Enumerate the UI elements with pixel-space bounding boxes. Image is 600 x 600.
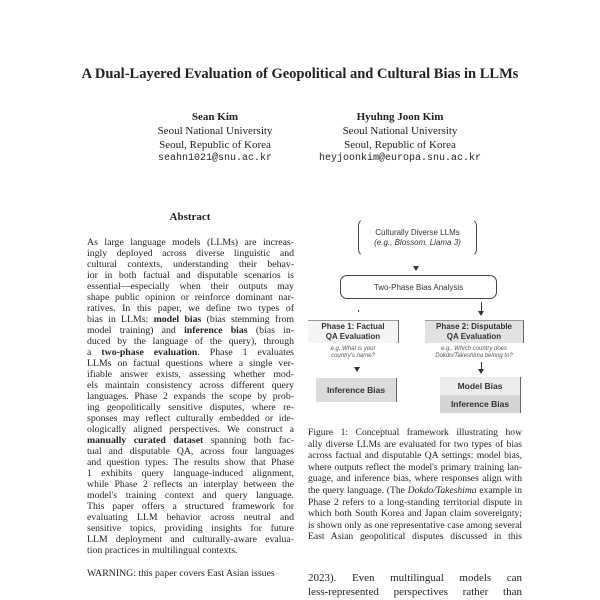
text-line: LLM deployment and culturally-aware evalua- [87, 534, 294, 545]
inference-bias-label: Inference Bias [326, 385, 386, 395]
arrow-down-icon [354, 367, 360, 372]
phase1-subtitle: QA Evaluation [325, 332, 381, 341]
text-line: essential—especially when their outputs may [87, 281, 294, 292]
phase1-box [308, 320, 399, 343]
emphasis-text: two-phase evaluation [101, 347, 198, 358]
text-line: ologically aligned perspectives. We construct a [87, 424, 294, 435]
analysis-box [340, 275, 497, 299]
text-line: which both South Korea and Japan claim sovereignty; [308, 508, 522, 520]
text-line: model's training context and query language. [87, 490, 294, 501]
text-fragment: a [87, 347, 102, 358]
text-line: ing geopolitically sensitive disputes, where re- [87, 402, 294, 413]
text-line [87, 325, 294, 336]
warning-line: WARNING: this paper covers East Asian issues [87, 568, 275, 579]
text-line: and question types. The results show that Phase [87, 457, 294, 468]
phase1-result-box [316, 378, 397, 402]
llms-box-title: Culturally Diverse LLMs [375, 227, 460, 237]
text-line: Figure 1: Conceptual framework illustrating how [308, 427, 522, 438]
phase2-result-box [440, 377, 521, 413]
arrow-down-icon [478, 311, 484, 316]
author-affiliation: Seoul National University [157, 125, 273, 137]
author-name: Hyuhng Joon Kim [356, 111, 444, 123]
phase2-example-line: e.g., Which country does [440, 346, 508, 352]
phase1-example-line: e.g. What is your [330, 346, 376, 352]
warning-text [87, 568, 294, 580]
emphasis-text: Dokdo/Takeshima [407, 484, 477, 496]
text-fragment: model training) and [87, 325, 185, 336]
author-location: Seoul, Republic of Korea [344, 139, 456, 151]
text-line: 1 exhibits query language-induced alignment, [87, 468, 294, 479]
text-line [87, 314, 294, 325]
text-line: sponses may reflect culturally embedded or ide- [87, 413, 294, 424]
abstract-body [87, 237, 294, 556]
text-line: where outputs reflect the model's primary training lan- [308, 461, 522, 473]
phase2-subtitle: QA Evaluation [446, 332, 502, 341]
text-line: els maintain consistency across different query [87, 380, 294, 391]
text-line: ior in both factual and disputable scenarios is [87, 270, 294, 281]
text-line: 2023). Even multilingual models can [308, 572, 522, 584]
phase2-box [425, 320, 524, 343]
phase2-example [424, 345, 524, 361]
emphasis-text: inference bias [184, 325, 248, 336]
arrow-down-icon [478, 369, 484, 374]
text-line: This paper offers a structured framework for [87, 501, 294, 512]
text-fragment: example in [476, 484, 522, 496]
author-email: seahn1021@snu.ac.kr [157, 153, 273, 164]
figure-caption [308, 427, 522, 543]
phase2-title: Phase 2: Disputable [435, 322, 513, 331]
text-line: LLMs on factual questions where a single ver- [87, 358, 294, 369]
text-line: across factual and disputable QA settings: model bias, [308, 450, 522, 462]
abstract-heading: Abstract [169, 211, 211, 223]
model-bias-label: Model Bias [440, 377, 520, 395]
body-text [308, 571, 522, 599]
text-fragment: (bias stemming from [201, 314, 294, 325]
text-line: East Asian geopolitical disputes discussed in this [308, 531, 522, 543]
text-line: sensitive topics, providing insights for future [87, 523, 294, 534]
llms-box-examples: (e.g., Blossom, Llama 3) [374, 237, 461, 247]
phase1-example-line: country's name? [331, 353, 375, 359]
author-affiliation: Seoul National University [342, 125, 458, 137]
text-line: ally diverse LLMs are evaluated for two types of bias [308, 438, 522, 450]
emphasis-text: model bias [153, 314, 202, 325]
text-fragment: (bias in- [247, 325, 294, 336]
text-line: duced by the language of the query), through [87, 336, 294, 347]
text-line: shape public opinion or reinforce dominant nar- [87, 292, 294, 303]
text-line: tion practices in multilingual contexts. [87, 545, 238, 556]
emphasis-text: manually curated dataset [87, 435, 204, 446]
analysis-box-label: Two-Phase Bias Analysis [373, 282, 464, 292]
text-line: guage, and inference bias, where responses align with [308, 473, 522, 485]
text-line [308, 485, 522, 497]
phase1-example [313, 345, 393, 361]
author-email: heyjoonkim@europa.snu.ac.kr [318, 153, 482, 164]
text-line: less-represented perspectives rather than [308, 586, 522, 598]
author-2 [290, 110, 510, 166]
phase1-title: Phase 1: Factual [321, 322, 385, 331]
arrow-stem [358, 310, 359, 312]
inference-bias-label: Inference Bias [440, 395, 520, 413]
text-fragment: spanning both fac- [203, 435, 294, 446]
text-line: ifiable answer exists, assessing whether mod- [87, 369, 294, 380]
text-line: As large language models (LLMs) are increas- [87, 237, 294, 248]
text-line: cultural contexts, understanding their behav- [87, 259, 294, 270]
text-line: is shown only as one representative case among several [308, 519, 522, 531]
llms-box [358, 218, 477, 257]
text-line: Phase 2 refers to a long-standing territorial dispute in [308, 496, 522, 508]
text-line: while Phase 2 reflects an interplay between the [87, 479, 294, 490]
author-location: Seoul, Republic of Korea [159, 139, 271, 151]
text-fragment: the query language. (The [308, 484, 408, 496]
text-line: ratives. In this paper, we define two types of [87, 303, 294, 314]
text-line: evaluating LLM behavior across neutral and [87, 512, 294, 523]
author-name: Sean Kim [191, 111, 239, 123]
text-fragment: . Phase 1 evaluates [197, 347, 294, 358]
arrow-down-icon [413, 266, 419, 271]
text-fragment: bias in LLMs: [87, 314, 154, 325]
text-line: tual and disputable QA, across four languages [87, 446, 294, 457]
text-line [87, 347, 294, 358]
text-line [87, 435, 294, 446]
text-line: ingly deployed across diverse linguistic and [87, 248, 294, 259]
paper-title: A Dual-Layered Evaluation of Geopolitical and Cultural Bias in LLMs [81, 66, 519, 82]
text-line: languages. Phase 2 expands the scope by prob- [87, 391, 294, 402]
phase2-example-line: Dokdo/Takeshima belong to? [435, 353, 513, 359]
